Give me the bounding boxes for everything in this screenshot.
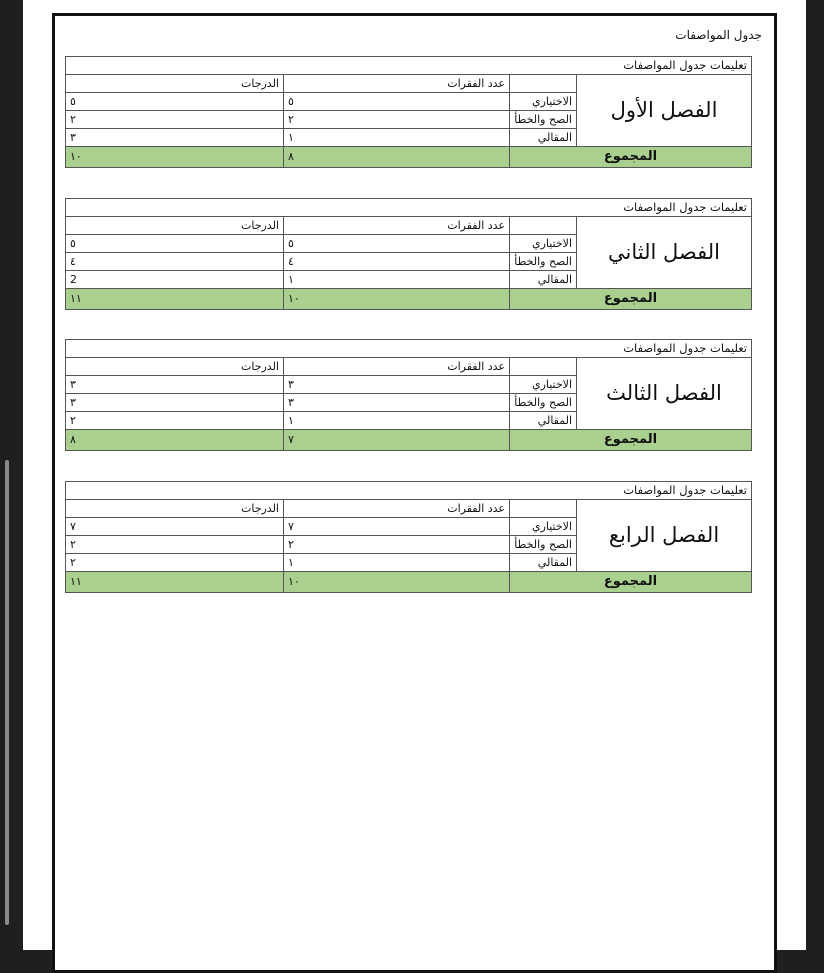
- spec-table-section-1: [66, 56, 752, 168]
- type-header-empty: [510, 358, 577, 376]
- question-type: الاختياري: [510, 93, 577, 111]
- question-type: الاختياري: [510, 518, 577, 536]
- type-header-empty: [510, 500, 577, 518]
- grades-value: ٤: [65, 253, 283, 271]
- spec-table: [65, 198, 752, 310]
- items-count: ٤: [284, 253, 510, 271]
- chapter-title: الفصل الثاني: [577, 217, 752, 289]
- question-type: المقالي: [510, 554, 577, 572]
- total-grades: ١١: [65, 572, 283, 593]
- table-header-row: [65, 500, 751, 518]
- spec-table-section-3: [66, 339, 752, 451]
- chapter-title: الفصل الأول: [577, 75, 752, 147]
- spec-table-section-4: [66, 481, 752, 593]
- question-type: المقالي: [510, 412, 577, 430]
- total-label: المجموع: [510, 147, 752, 168]
- items-column-header: عدد الفقرات: [284, 75, 510, 93]
- total-items: ٨: [284, 147, 510, 168]
- grades-value: ٢: [65, 554, 283, 572]
- spec-table-section-2: [66, 198, 752, 310]
- grades-value: ٣: [65, 376, 283, 394]
- total-label: المجموع: [510, 289, 752, 310]
- total-items: ١٠: [284, 572, 510, 593]
- items-count: ٥: [284, 93, 510, 111]
- items-count: ٢: [284, 111, 510, 129]
- grades-value: ٣: [65, 394, 283, 412]
- total-grades: ١١: [65, 289, 283, 310]
- items-count: ١: [284, 271, 510, 289]
- items-count: ١: [284, 129, 510, 147]
- items-count: ٢: [284, 536, 510, 554]
- items-column-header: عدد الفقرات: [284, 217, 510, 235]
- total-items: ٧: [284, 430, 510, 451]
- question-type: الصح والخطأ: [510, 111, 577, 129]
- grades-value: ٢: [65, 412, 283, 430]
- items-column-header: عدد الفقرات: [284, 358, 510, 376]
- question-type: الصح والخطأ: [510, 394, 577, 412]
- table-heading-row: [65, 57, 751, 75]
- spec-table: [65, 56, 752, 168]
- page-title: جدول المواصفات: [675, 28, 762, 42]
- question-type: الصح والخطأ: [510, 253, 577, 271]
- grades-value: ٥: [65, 235, 283, 253]
- total-label: المجموع: [510, 430, 752, 451]
- items-count: ٥: [284, 235, 510, 253]
- spec-table: [65, 481, 752, 593]
- grades-column-header: الدرجات: [65, 358, 283, 376]
- grades-value: ٢: [65, 111, 283, 129]
- table-header-row: [65, 217, 751, 235]
- table-heading-row: [65, 482, 751, 500]
- table-heading-row: [65, 199, 751, 217]
- grades-value: ٧: [65, 518, 283, 536]
- grades-value: ٣: [65, 129, 283, 147]
- question-type: الاختياري: [510, 235, 577, 253]
- question-type: الصح والخطأ: [510, 536, 577, 554]
- table-heading: تعليمات جدول المواصفات: [65, 199, 751, 217]
- type-header-empty: [510, 75, 577, 93]
- items-column-header: عدد الفقرات: [284, 500, 510, 518]
- chapter-title: الفصل الرابع: [577, 500, 752, 572]
- question-type: المقالي: [510, 271, 577, 289]
- total-grades: ١٠: [65, 147, 283, 168]
- table-header-row: [65, 75, 751, 93]
- table-heading: تعليمات جدول المواصفات: [65, 340, 751, 358]
- question-type: المقالي: [510, 129, 577, 147]
- items-count: ١: [284, 554, 510, 572]
- total-row: [65, 430, 751, 451]
- items-count: ١: [284, 412, 510, 430]
- table-header-row: [65, 358, 751, 376]
- chapter-title: الفصل الثالث: [577, 358, 752, 430]
- grades-column-header: الدرجات: [65, 217, 283, 235]
- items-count: ٣: [284, 376, 510, 394]
- grades-value: ٢: [65, 536, 283, 554]
- items-count: ٧: [284, 518, 510, 536]
- total-grades: ٨: [65, 430, 283, 451]
- vertical-scrollbar[interactable]: [5, 460, 9, 925]
- question-type: الاختياري: [510, 376, 577, 394]
- total-label: المجموع: [510, 572, 752, 593]
- spec-table: [65, 339, 752, 451]
- grades-value: 2: [65, 271, 283, 289]
- grades-value: ٥: [65, 93, 283, 111]
- items-count: ٣: [284, 394, 510, 412]
- total-items: ١٠: [284, 289, 510, 310]
- total-row: [65, 147, 751, 168]
- total-row: [65, 572, 751, 593]
- total-row: [65, 289, 751, 310]
- table-heading: تعليمات جدول المواصفات: [65, 482, 751, 500]
- grades-column-header: الدرجات: [65, 75, 283, 93]
- table-heading: تعليمات جدول المواصفات: [65, 57, 751, 75]
- type-header-empty: [510, 217, 577, 235]
- grades-column-header: الدرجات: [65, 500, 283, 518]
- table-heading-row: [65, 340, 751, 358]
